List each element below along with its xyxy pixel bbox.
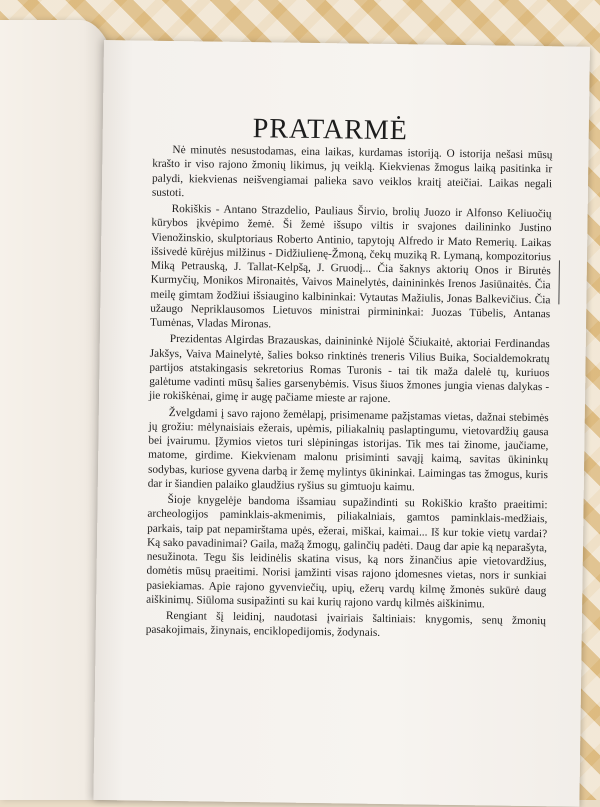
book-page [93,40,590,807]
page-title: PRATARMĖ [252,112,409,147]
paragraph: Rokiškis - Antano Strazdelio, Pauliaus Širvio, brolių Juozo ir Alfonso Keliuočių kūrybos įkvėpimo žemė. Ši žemė išsupo viltis ir svajones dailininko Justino Vienožinskio, skulptoriaus Roberto Antinio, tapytojų Alfredo ir Mato Remerių. Laikas išsivedė kūrėjus milžinus - Didžiulienę-Žmoną, čekų muziką R. Lymaną, kompozitorius Miką Petrauską, J. Tallat-Kelpšą, J. Gruodį... Čia šaknys aktorių Onos ir Birutės Kurmyčių, Monikos Mironaitės, Vaivos Mainelytės, dainininkės Irenos Jasiūnaitės. Čia meilę gimtam žodžiui išsiaugino kalbininkai: Vytautas Mažiulis, Jonas Balkevičius. Čia užaugo Nepriklausomos Lietuvos ministrai pirmininkai: Juozas Tūbelis, Antanas Tumėnas, Vladas Mironas. [149,202,552,331]
paragraph: Nė minutės nesustodamas, eina laikas, kurdamas istoriją. O istorija nešasi mūsų krašto ir viso rajono žmonių likimus, jų veiklą. Kiekvienas žmogus laiką pasitinka ir palydi, kiekvienas neišvengiamai palieka savo veiklos kraitį ateičiai. Laikas negali sustoti. [151,143,553,199]
paragraph: Žvelgdami į savo rajono žemėlapį, prisimename pažįstamas vietas, dažnai stebimės jų grožiu: mėlynaisiais ežerais, upėmis, piliakalnių paslaptingumu, vietovardžių gausa bei įvairumu. Įžymios vietos turi slėpiningas istorijas. Tik mes tai žinome, jaučiame, matome, girdime. Kiekvienam malonu prisiminti savąjį kaimą, savitas ūkininkų sodybas, kuriose gyvena darbą ir žemę mylintys ūkininkai. Laimingas tas žmogus, kuris dar ir šiandien palaiko glaudžius ryšius su gimtuoju kaimu. [147,406,549,494]
page-body [146,143,553,645]
pen-margin-mark [558,260,560,304]
paragraph: Šioje knygelėje bandoma išsamiau supažindinti su Rokiškio krašto praeitimi: archeologijos paminklais-akmenimis, piliakalniais, gamtos paminklais-medžiais, parkais, taip pat nepamirštama upės, ežerai, miškai, kaimai... Iš kur tokie vietų vardai? Ką sako pavadinimai? Gaila, mažą žmogų, galinčių padėti. Daug dar apie ką neparašyta, nesužinota. Tegu šis leidinėlis skatina visus, ką nors žinančius apie vietovardžius, domėtis mūsų praeitimi. Norisi įamžinti visas rajono įdomesnes vietas, nors ir sunkiai pasiekiamas. Apie rajono gyvenviečių, upių, ežerų vardų kilmę žmonės sukūrė daug aiškinimų. Siūloma susipažinti su kai kurių rajono vardų kilmės aiškinimu. [146,493,548,611]
paragraph: Prezidentas Algirdas Brazauskas, dainininkė Nijolė Ščiukaitė, aktoriai Ferdinandas Jakšys, Vaiva Mainelytė, šalies bokso rinktinės treneris Vilius Buika, Socialdemokratų partijos atstakingasis sekretorius Romas Turonis - tai tik maža dalelė tų, kuriuos galėtume vadinti mūsų šalies garsenybėmis. Visus šiuos žmones jungia vienas dalykas - jie rokiškėnai, gimę ir augę pačiame mieste ar rajone. [148,333,550,406]
paragraph: Rengiant šį leidinį, naudotasi įvairiais šaltiniais: knygomis, senų žmonių pasakojimais, žinynais, enciklopedijomis, žodynais. [145,609,547,640]
